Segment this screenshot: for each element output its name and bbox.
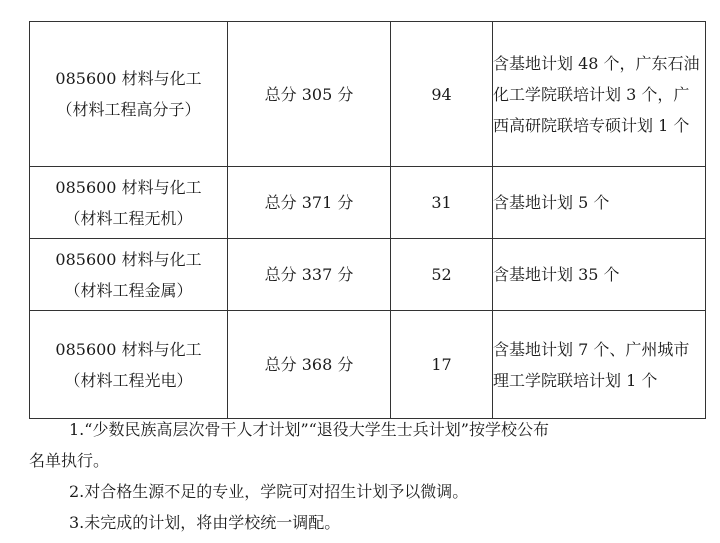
score-cell: 总分 371 分 — [228, 167, 391, 239]
footnotes — [29, 414, 705, 538]
note-cell: 含基地计划 5 个 — [493, 167, 706, 239]
table-row — [30, 167, 706, 239]
note-cell: 含基地计划 35 个 — [493, 239, 706, 311]
footnote-2: 2.对合格生源不足的专业，学院可对招生计划予以微调。 — [69, 482, 469, 501]
footnote-1-line1: 1.“少数民族高层次骨干人才计划”“退役大学生士兵计划”按学校公布 — [69, 420, 549, 439]
quota-cell: 31 — [391, 167, 493, 239]
footnote-3: 3.未完成的计划，将由学校统一调配。 — [69, 513, 341, 532]
major-cell — [30, 167, 228, 239]
quota-cell: 17 — [391, 311, 493, 419]
table-row — [30, 239, 706, 311]
quota-cell: 94 — [391, 22, 493, 167]
major-direction: （材料工程高分子） — [56, 100, 201, 119]
table-row — [30, 311, 706, 419]
score-cell: 总分 368 分 — [228, 311, 391, 419]
major-direction: （材料工程光电） — [64, 370, 193, 390]
major-code-name: 085600 材料与化工 — [55, 69, 202, 88]
major-code-name: 085600 材料与化工 — [55, 177, 202, 197]
footnote-1-line2: 名单执行。 — [29, 451, 110, 470]
major-code-name: 085600 材料与化工 — [55, 249, 202, 269]
score-cell: 总分 305 分 — [228, 22, 391, 167]
major-cell — [30, 239, 228, 311]
major-cell — [30, 311, 228, 419]
major-cell — [30, 22, 228, 167]
major-direction: （材料工程无机） — [64, 208, 193, 228]
note-cell: 含基地计划 7 个、广州城市理工学院联培计划 1 个 — [493, 311, 706, 419]
major-direction: （材料工程金属） — [64, 280, 193, 300]
quota-cell: 52 — [391, 239, 493, 311]
table-row — [30, 22, 706, 167]
admission-quota-table — [29, 21, 706, 419]
note-cell: 含基地计划 48 个，广东石油化工学院联培计划 3 个，广西高研院联培专硕计划 1 个 — [493, 22, 706, 167]
major-code-name: 085600 材料与化工 — [55, 339, 202, 359]
score-cell: 总分 337 分 — [228, 239, 391, 311]
